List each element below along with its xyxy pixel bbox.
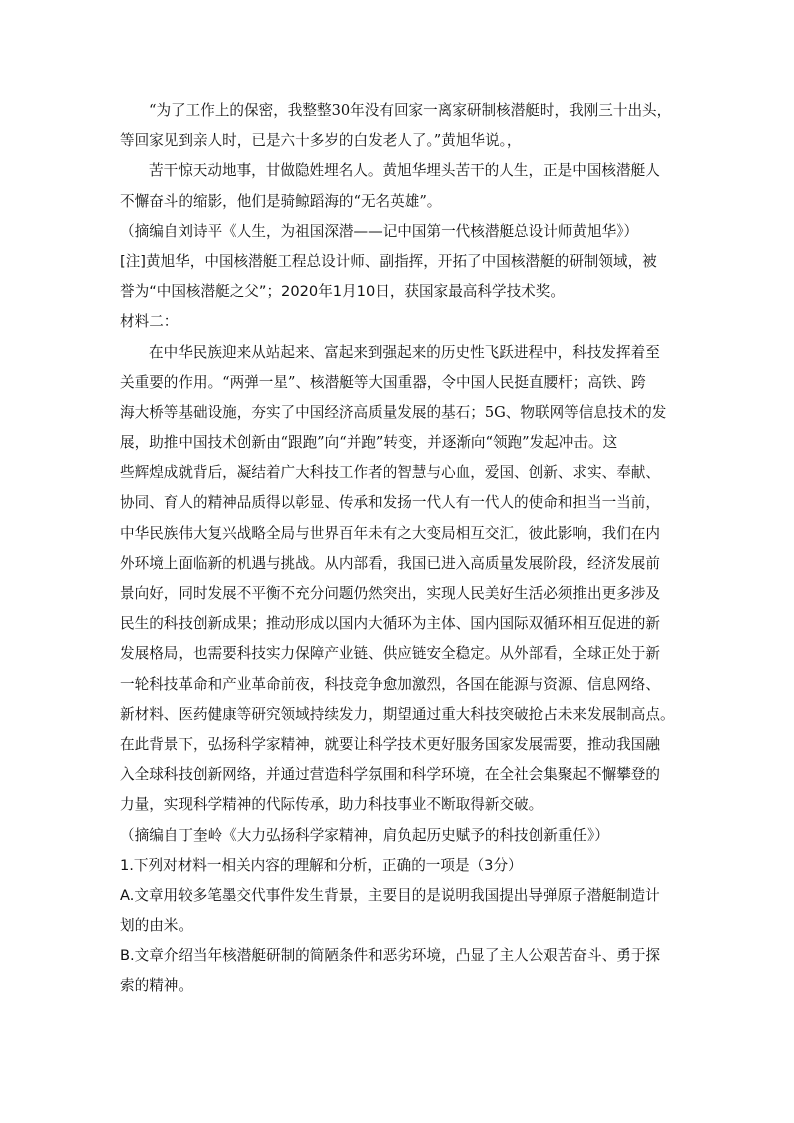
material-two-line-8: 外环境上面临新的机遇与挑战。从内部看，我国已进入高质量发展阶段，经济发展前 xyxy=(120,554,660,572)
option-a-line-2: 划的由米。 xyxy=(120,917,193,935)
material-two-line-9: 景向好，同时发展不平衡不充分问题仍然突出，实现人民美好生活必须推出更多涉及 xyxy=(120,585,660,602)
material-two-line-6: 协同、育人的精神品质得以彰显、传承和发扬一代人有一代人的使命和担当一当前， xyxy=(120,494,660,512)
para-quote-line-2: 等回家见到亲人时，已是六十多岁的白发老人了。”黄旭华说。， xyxy=(120,132,522,150)
material-two-line-2: 关重要的作用。“两弹一星”、核潜艇等大国重器，令中国人民挺直腰杆；高铁、跨 xyxy=(120,373,646,391)
note-line-1: [注]黄旭华，中国核潜艇工程总设计师、副指挥，开拓了中国核潜艇的研制领域，被 xyxy=(120,252,657,270)
material-two-line-10: 民生的科技创新成果；推动形成以国内大循环为主体、国内国际双循环相互促进的新 xyxy=(120,615,660,633)
material-two-heading: 材料二： xyxy=(120,313,179,331)
source-citation-1: （摘编自刘诗平《人生，为祖国深潜——记中国第一代核潜艇总设计师黄旭华》） xyxy=(120,222,639,240)
material-two-line-3: 海大桥等基础设施，夯实了中国经济高质量发展的基石；5G、物联网等信息技术的发 xyxy=(120,403,667,421)
note-line-2: 誉为“中国核潜艇之父”；2020年1月10日，获国家最高科学技术奖。 xyxy=(120,283,565,301)
material-two-line-1: 在中华民族迎来从站起来、富起来到强起来的历史性飞跃进程中，科技发挥着至 xyxy=(149,343,660,361)
option-b-line-1: B.文章介绍当年核潜艇研制的简陋条件和恶劣环境，凸显了主人公艰苦奋斗、勇于探 xyxy=(120,947,661,965)
option-a-line-1: A.文章用较多笔墨交代事件发生背景，主要目的是说明我国提出导弹原子潜艇制造计 xyxy=(120,886,660,904)
material-two-line-4: 展，助推中国技术创新由“跟跑”向“并跑”转变，并逐渐向“领跑”发起冲击。这 xyxy=(120,434,618,452)
material-two-line-13: 新材料、医药健康等研究领域持续发力，期望通过重大科技突破抢占未来发展制高点。 xyxy=(120,705,675,723)
material-two-line-5: 些辉煌成就背后，凝结着广大科技工作者的智慧与心血，爱国、创新、求实、奉献、 xyxy=(120,464,660,482)
material-two-line-7: 中华民族伟大复兴战略全局与世界百年未有之大变局相互交汇，彼此影响，我们在内 xyxy=(120,524,660,542)
material-two-line-14: 在此背景下，弘扬科学家精神，就要让科学技术更好服务国家发展需要，推动我国融 xyxy=(120,735,660,753)
source-citation-2: （摘编自丁奎岭《大力弘扬科学家精神，肩负起历史赋予的科技创新重任》） xyxy=(120,826,609,844)
material-two-line-16: 力量，实现科学精神的代际传承，助力科技事业不断取得新交破。 xyxy=(120,796,544,814)
question-1-stem: 1.下列对材料一相关内容的理解和分析，正确的一项是（3分） xyxy=(120,856,523,874)
para-summary-line-1: 苦干惊天动地事，甘做隐姓埋名人。黄旭华埋头苦干的人生，正是中国核潜艇人 xyxy=(149,162,660,180)
material-two-line-11: 发展格局，也需要科技实力保障产业链、供应链安全稳定。从外部看，全球正处于新 xyxy=(120,645,660,663)
document-page xyxy=(120,96,680,1002)
material-two-line-12: 一轮科技革命和产业革命前夜，科技竞争愈加激烈，各国在能源与资源、信息网络、 xyxy=(120,675,660,693)
para-quote-line-1: “为了工作上的保密，我整整30年没有回家一离家研制核潜艇时，我刚三十出头， xyxy=(149,102,672,119)
option-b-line-2: 索的精神。 xyxy=(120,977,193,995)
material-two-line-15: 入全球科技创新网络，并通过营造科学氛围和科学环境，在全社会集聚起不懈攀登的 xyxy=(120,766,660,784)
para-summary-line-2: 不懈奋斗的缩影，他们是骑鲸蹈海的“无名英雄”。 xyxy=(120,192,442,210)
